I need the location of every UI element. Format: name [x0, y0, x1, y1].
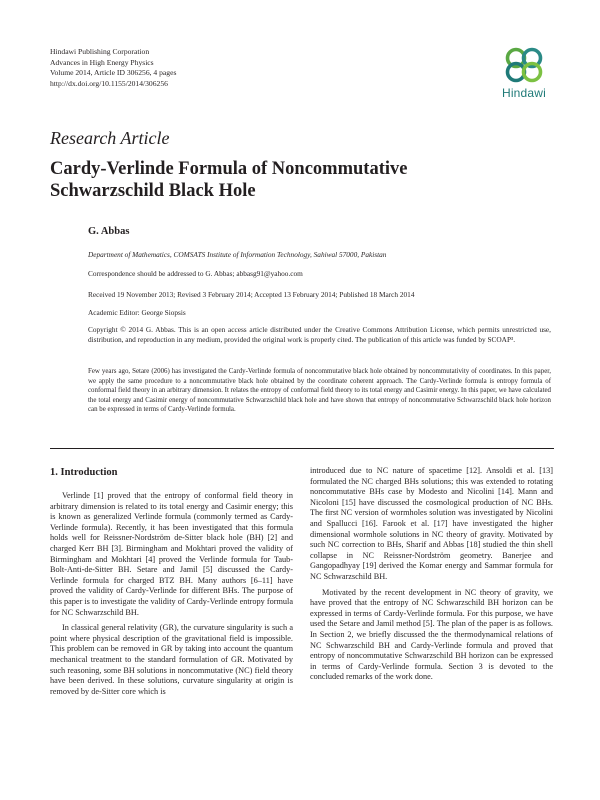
left-column: [50, 466, 293, 697]
hindawi-rings-icon: [494, 44, 554, 86]
hindawi-logo-text: Hindawi: [501, 86, 547, 100]
paragraph: Motivated by the recent development in NC theory of gravity, we have proved that the entropy of NC Schwarzschild BH horizon can be expressed in terms of Cardy-Verlinde formula. For this purpose, we have used the Setare and Jamil method [5]. The plan of the paper is as follows. In Section 2, we briefly discussed the the thermodynamical relations of NC Schwarzschild BH and Cardy-Verlinde formula and proved that entropy of noncommutative Schwarzschild BH horizon can be expressed in terms of Cardy-Verlinde formula. Section 3 is devoted to the concluded remarks of the work done.: [310, 587, 553, 682]
journal-info: [50, 47, 176, 89]
right-column: [310, 466, 553, 683]
author-name: G. Abbas: [88, 226, 130, 237]
doi-link[interactable]: http://dx.doi.org/10.1155/2014/306256: [50, 78, 168, 88]
title-line-1: Cardy-Verlinde Formula of Noncommutative: [50, 159, 408, 179]
academic-editor: Academic Editor: George Siopsis: [88, 308, 186, 317]
article-title: [50, 158, 470, 202]
hindawi-logo: [494, 44, 554, 104]
affiliation: Department of Mathematics, COMSATS Institute of Information Technology, Sahiwal 57000, Pakistan: [88, 250, 387, 259]
paragraph: Verlinde [1] proved that the entropy of conformal field theory in arbitrary dimension is related to its total energy and Casimir energy; this is known as generalized Verlinde formula (commonly termed as Cardy-Verlinde formula). Recently, it has been investigated that this formula holds well for Reissner-Nordström de-Sitter black hole (BH) [2] and charged Kerr BH [3]. Birmingham and Mokhtari proved the validity of Birmingham and Mokhtari [4] proved the Verlinde formula for Taub-Bolt-Anti-de-Sitter BH. Setare and Jamil [5] discussed the Cardy-Verlinde formula for charged BTZ BH. Many authors [6–11] have proved the validity of Cardy-Verlinde for different BHs. The purpose of this paper is to investigate the validity of Cardy-Verlinde entropy formula for NC Schwarzschild BH.: [50, 491, 293, 617]
journal-name: Advances in High Energy Physics: [50, 57, 154, 67]
copyright-notice: Copyright © 2014 G. Abbas. This is an open access article distributed under the Creative Commons Attribution License, which permits unrestricted use, distribution, and reproduction in any medium, provided the original work is properly cited. The publication of this article was funded by SCOAP³.: [88, 325, 551, 344]
article-type: Research Article: [50, 128, 170, 148]
publisher-name: Hindawi Publishing Corporation: [50, 47, 150, 56]
volume-line: Volume 2014, Article ID 306256, 4 pages: [50, 68, 177, 78]
abstract: Few years ago, Setare (2006) has investigated the Cardy-Verlinde formula of noncommutative black hole obtained by noncommutativity of coordinates. In this paper, we apply the same procedure to a noncommutative black hole obtained by the coordinate coherent approach. The Cardy-Verlinde formula is entropy formula of conformal field theory in an arbitrary dimension. It relates the entropy of conformal field theory to its total energy and Casimir energy. In this paper, we have calculated the total energy and Casimir energy of noncommutative Schwarzschild black hole and have shown that entropy of noncommutative Schwarzschild black hole horizon can be expressed in terms of Cardy-Verlinde formula.: [88, 368, 551, 413]
article-dates: Received 19 November 2013; Revised 3 February 2014; Accepted 13 February 2014; Published 18 March 2014: [88, 290, 415, 299]
section-heading: 1. Introduction: [50, 467, 118, 478]
section-divider: [50, 448, 554, 449]
correspondence: Correspondence should be addressed to G. Abbas; abbasg91@yahoo.com: [88, 269, 303, 278]
paragraph: In classical general relativity (GR), the curvature singularity is such a point where physical description of the gravitational field is impossible. This problem can be removed in GR by taking into account the quantum mechanical treatment to the standard formulation of GR. Motivated by such reasoning, some BH solutions in noncommutative (NC) field theory have been derived. In these solutions, curvature singularity at origin is removed by de-Sitter core which is: [50, 623, 293, 696]
paragraph: introduced due to NC nature of spacetime [12]. Ansoldi et al. [13] formulated the NC charged BHs solutions; this was extended to rotating noncommutative BHs case by Modesto and Nicolini [14]. Mann and Nicoloni [15] have discussed the cosmological production of NC BHs. The first NC version of wormholes solution was investigated by Nicolini and Spallucci [16]. Farook et al. [17] have investigated the higher dimensional wormhole solutions in NC theory of gravity. Motivated by such NC correction to BHs, Sharif and Abbas [18] studied the thin shell collapse in NC Reissner-Nordström geometry. Banerjee and Gangopadhyay [19] derived the Komar energy and Sammar formula for NC Schwarzschild BH.: [310, 466, 553, 581]
title-line-2: Schwarzschild Black Hole: [50, 181, 256, 201]
